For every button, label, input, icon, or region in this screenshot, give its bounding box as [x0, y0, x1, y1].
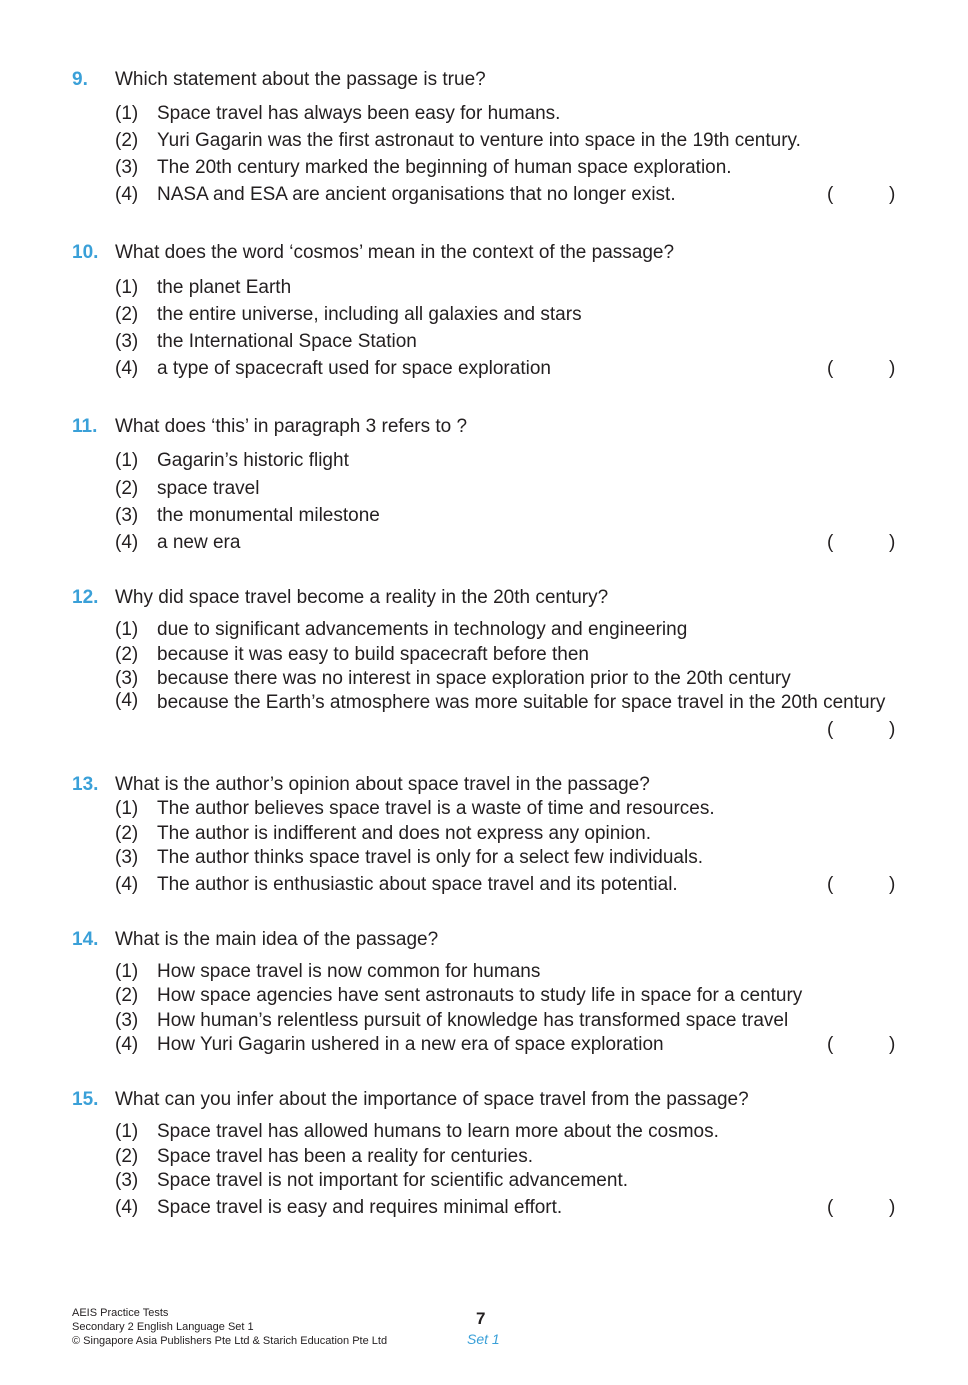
option-1 [0, 618, 968, 642]
option-2 [0, 822, 968, 846]
option-number: (4) [115, 1034, 139, 1055]
option-number: (1) [115, 961, 139, 982]
option-number: (4) [115, 184, 139, 205]
answer-bracket[interactable] [0, 1196, 968, 1220]
question-number: 9. [72, 69, 88, 90]
option-3 [0, 667, 968, 691]
option-1 [0, 102, 968, 126]
option-text: the planet Earth [157, 277, 292, 298]
option-text: Gagarin’s historic flight [157, 450, 349, 471]
option-number: (3) [115, 157, 139, 178]
option-number: (2) [115, 478, 139, 499]
option-3 [0, 330, 968, 354]
question-number: 10. [72, 242, 99, 263]
question-text: What is the author’s opinion about space travel in the passage? [115, 774, 650, 795]
option-text: because it was easy to build spacecraft before then [157, 644, 589, 665]
option-text: How space agencies have sent astronauts to study life in space for a century [157, 985, 803, 1006]
page-number: 7 [476, 1309, 486, 1328]
answer-bracket-open: ( [827, 1034, 834, 1055]
option-text: The author is enthusiastic about space travel and its potential. [157, 874, 678, 895]
answer-bracket-close: ) [889, 532, 896, 553]
question-text: What does the word ‘cosmos’ mean in the context of the passage? [115, 242, 675, 263]
option-3 [0, 846, 968, 870]
option-2 [0, 984, 968, 1008]
question-header [0, 773, 968, 797]
option-number: (3) [115, 847, 139, 868]
question-number: 13. [72, 774, 99, 795]
answer-bracket[interactable] [0, 357, 968, 381]
option-text: How space travel is now common for humans [157, 961, 541, 982]
question-number: 14. [72, 929, 99, 950]
answer-bracket-open: ( [827, 184, 834, 205]
option-text: The 20th century marked the beginning of human space exploration. [157, 157, 732, 178]
option-number: (4) [115, 690, 139, 711]
footer [72, 1306, 387, 1348]
option-1 [0, 449, 968, 473]
option-text: Space travel has been a reality for centuries. [157, 1146, 533, 1167]
option-1 [0, 276, 968, 300]
option-2 [0, 477, 968, 501]
option-number: (1) [115, 619, 139, 640]
option-text: Space travel is easy and requires minimal effort. [157, 1197, 563, 1218]
footer-series: AEIS Practice Tests [72, 1307, 169, 1319]
option-text: Space travel is not important for scientific advancement. [157, 1170, 629, 1191]
option-1 [0, 1120, 968, 1144]
footer-book: Secondary 2 English Language Set 1 [72, 1321, 254, 1333]
answer-bracket-close: ) [889, 719, 896, 740]
answer-bracket-open: ( [827, 719, 834, 740]
option-text: the monumental milestone [157, 505, 380, 526]
option-text: Space travel has allowed humans to learn more about the cosmos. [157, 1121, 719, 1142]
option-number: (2) [115, 985, 139, 1006]
question-number: 11. [72, 416, 98, 437]
option-number: (1) [115, 1121, 139, 1142]
option-text: How human’s relentless pursuit of knowledge has transformed space travel [157, 1010, 789, 1031]
option-text: due to significant advancements in technology and engineering [157, 619, 688, 640]
option-text: NASA and ESA are ancient organisations that no longer exist. [157, 184, 676, 205]
option-number: (3) [115, 331, 139, 352]
option-number: (4) [115, 874, 139, 895]
question-header [0, 1088, 968, 1112]
option-text: because the Earth’s atmosphere was more suitable for space travel in the 20th century [157, 692, 886, 713]
answer-bracket-close: ) [889, 874, 896, 895]
question-header [0, 241, 968, 265]
option-2 [0, 643, 968, 667]
option-number: (1) [115, 103, 139, 124]
option-number: (4) [115, 358, 139, 379]
answer-bracket[interactable] [0, 718, 968, 742]
answer-bracket[interactable] [0, 873, 968, 897]
option-2 [0, 303, 968, 327]
footer-copyright: © Singapore Asia Publishers Pte Ltd & Starich Education Pte Ltd [72, 1335, 388, 1347]
question-header [0, 586, 968, 610]
answer-bracket-open: ( [827, 874, 834, 895]
option-2 [0, 1145, 968, 1169]
option-number: (3) [115, 668, 139, 689]
option-1 [0, 960, 968, 984]
option-number: (1) [115, 277, 139, 298]
question-header [0, 415, 968, 439]
option-number: (2) [115, 304, 139, 325]
option-text: a type of spacecraft used for space exploration [157, 358, 551, 379]
option-number: (4) [115, 1197, 139, 1218]
option-3 [0, 1169, 968, 1193]
answer-bracket-open: ( [827, 1197, 834, 1218]
question-text: Why did space travel become a reality in the 20th century? [115, 587, 609, 608]
option-text: The author believes space travel is a waste of time and resources. [157, 798, 715, 819]
option-number: (1) [115, 798, 139, 819]
option-2 [0, 129, 968, 153]
set-label: Set 1 [467, 1331, 500, 1347]
option-number: (4) [115, 532, 139, 553]
option-3 [0, 156, 968, 180]
option-text: a new era [157, 532, 241, 553]
question-number: 12. [72, 587, 99, 608]
answer-bracket[interactable] [0, 1033, 968, 1057]
option-number: (2) [115, 130, 139, 151]
question-text: What can you infer about the importance of space travel from the passage? [115, 1089, 749, 1110]
option-4 [0, 689, 968, 713]
answer-bracket-open: ( [827, 532, 834, 553]
question-number: 15. [72, 1089, 99, 1110]
option-text: Yuri Gagarin was the first astronaut to venture into space in the 19th century. [157, 130, 801, 151]
option-number: (2) [115, 823, 139, 844]
option-text: The author thinks space travel is only for a select few individuals. [157, 847, 703, 868]
option-number: (1) [115, 450, 139, 471]
option-number: (2) [115, 644, 139, 665]
answer-bracket[interactable] [0, 183, 968, 207]
question-header [0, 68, 968, 92]
answer-bracket-close: ) [889, 184, 896, 205]
option-text: the entire universe, including all galaxies and stars [157, 304, 582, 325]
question-text: Which statement about the passage is true? [115, 69, 486, 90]
answer-bracket-close: ) [889, 1197, 896, 1218]
answer-bracket-close: ) [889, 358, 896, 379]
option-text: How Yuri Gagarin ushered in a new era of space exploration [157, 1034, 664, 1055]
option-3 [0, 504, 968, 528]
option-text: The author is indifferent and does not express any opinion. [157, 823, 651, 844]
option-text: space travel [157, 478, 260, 499]
answer-bracket[interactable] [0, 531, 968, 555]
option-text: because there was no interest in space exploration prior to the 20th century [157, 668, 791, 689]
option-number: (3) [115, 505, 139, 526]
option-number: (3) [115, 1010, 139, 1031]
option-number: (2) [115, 1146, 139, 1167]
option-number: (3) [115, 1170, 139, 1191]
option-text: Space travel has always been easy for humans. [157, 103, 561, 124]
answer-bracket-close: ) [889, 1034, 896, 1055]
option-1 [0, 797, 968, 821]
question-text: What does ‘this’ in paragraph 3 refers to ? [115, 416, 468, 437]
option-text: the International Space Station [157, 331, 417, 352]
answer-bracket-open: ( [827, 358, 834, 379]
question-header [0, 928, 968, 952]
question-text: What is the main idea of the passage? [115, 929, 439, 950]
option-3 [0, 1009, 968, 1033]
